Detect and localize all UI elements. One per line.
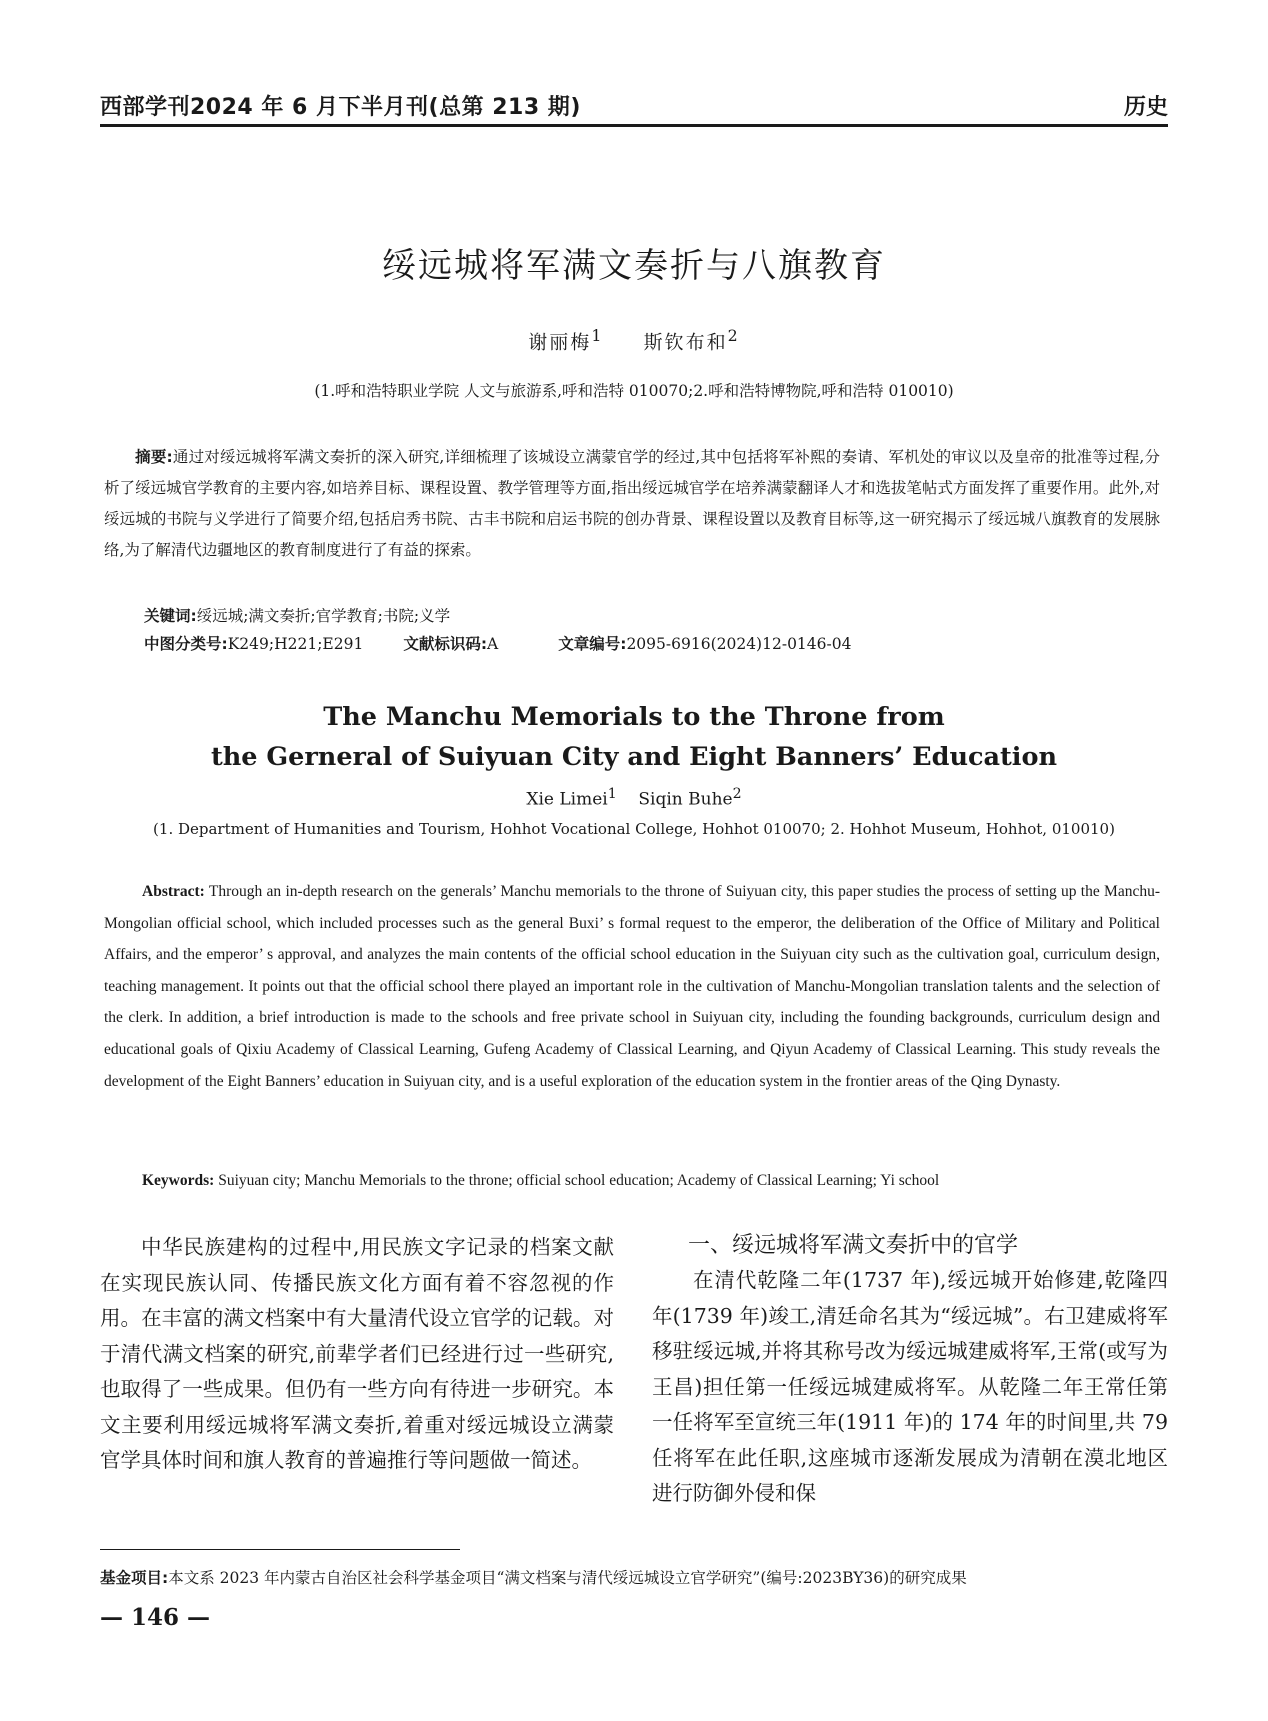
header-rule xyxy=(100,124,1168,127)
section-name: 历史 xyxy=(1123,95,1168,120)
en-author-2: Siqin Buhe xyxy=(638,789,733,810)
cn-author-1-sup: 1 xyxy=(591,326,604,345)
section-1-heading: 一、绥远城将军满文奏折中的官学 xyxy=(688,1233,1019,1258)
intro-paragraph: 中华民族建构的过程中,用民族文字记录的档案文献在实现民族认同、传播民族文化方面有着不容忽视的作用。在丰富的满文档案中有大量清代设立官学的记载。对于清代满文档案的研究,前辈学者们已经进行过一些研究,也取得了一些成果。但仍有一些方向有待进一步研究。本文主要利用绥远城将军满文奏折,着重对绥远城设立满蒙官学具体时间和旗人教育的普遍推行等问题做一简述。 xyxy=(100,1235,614,1472)
en-author-1-sup: 1 xyxy=(607,786,617,802)
journal-issue: 西部学刊2024 年 6 月下半月刊(总第 213 期) xyxy=(100,95,581,120)
article-number-value: 2095-6916(2024)12-0146-04 xyxy=(626,635,852,653)
article-number-label: 文章编号: xyxy=(558,635,627,653)
funding-text: 本文系 2023 年内蒙古自治区社会科学基金项目“满文档案与清代绥远城设立官学研究”(编号:2023BY36)的研究成果 xyxy=(168,1569,967,1587)
section-1-paragraph: 在清代乾隆二年(1737 年),绥远城开始修建,乾隆四年(1739 年)竣工,清廷命名其为“绥远城”。右卫建威将军移驻绥远城,并将其称号改为绥远城建威将军,王常(或写为王昌)担任第一任绥远城建威将军。从乾隆二年王常任第一任将军至宣统三年(1911 年)的 174 年的时间里,共 79 任将军在此任职,这座城市逐渐发展成为清朝在漠北地区进行防御外侵和保 xyxy=(652,1268,1168,1505)
cn-abstract-text: 通过对绥远城将军满文奏折的深入研究,详细梳理了该城设立满蒙官学的经过,其中包括将军补熙的奏请、军机处的审议以及皇帝的批准等过程,分析了绥远城官学教育的主要内容,如培养目标、课程设置、教学管理等方面,指出绥远城官学在培养满蒙翻译人才和选拔笔帖式方面发挥了重要作用。此外,对绥远城的书院与义学进行了简要介绍,包括启秀书院、古丰书院和启运书院的创办背景、课程设置以及教育目标等,这一研究揭示了绥远城八旗教育的发展脉络,为了解清代边疆地区的教育制度进行了有益的探索。 xyxy=(104,448,1160,559)
cn-author-1: 谢丽梅 xyxy=(528,331,592,354)
en-authors xyxy=(100,786,1168,810)
cn-author-2-sup: 2 xyxy=(727,326,740,345)
running-header xyxy=(100,86,1168,120)
cn-abstract-label: 摘要: xyxy=(135,448,173,466)
en-keywords-label: Keywords: xyxy=(142,1172,215,1189)
en-title-line-1: The Manchu Memorials to the Throne from xyxy=(323,702,945,732)
en-author-2-sup: 2 xyxy=(732,786,742,802)
cn-author-2: 斯钦布和 xyxy=(643,331,728,354)
cn-title: 绥远城将军满文奏折与八旗教育 xyxy=(382,246,886,286)
cn-keywords-label: 关键词: xyxy=(144,607,197,625)
page-number: — 146 — xyxy=(100,1604,211,1631)
en-keywords xyxy=(104,1165,1160,1196)
en-title-line-2: the Gerneral of Suiyuan City and Eight Banners’ Education xyxy=(210,742,1058,772)
footnote-rule xyxy=(100,1549,460,1550)
en-abstract xyxy=(104,876,1160,1097)
funding-label: 基金项目: xyxy=(100,1569,169,1587)
doc-code-label: 文献标识码: xyxy=(403,635,488,653)
cn-affiliation: (1.呼和浩特职业学院 人文与旅游系,呼和浩特 010070;2.呼和浩特博物院,呼和浩特 010010) xyxy=(314,382,954,400)
en-abstract-label: Abstract: xyxy=(142,883,205,900)
cn-keywords xyxy=(104,601,1160,632)
en-affiliation: (1. Department of Humanities and Tourism, Hohhot Vocational College, Hohhot 010070; 2. Hohhot Museum, Hohhot, 010010) xyxy=(153,820,1115,838)
clc-value: K249;H221;E291 xyxy=(227,635,364,653)
cn-authors xyxy=(100,326,1168,354)
en-abstract-text: Through an in-depth research on the generals’ Manchu memorials to the throne of Suiyuan city, this paper studies the process of setting up the Manchu-Mongolian official school, which included processes such as the general Buxi’ s formal request to the emperor, the deliberation of the Office of Military and Political Affairs, and the emperor’ s approval, and analyzes the main contents of the official school education in the Suiyuan city such as the cultivation goal, curriculum design, teaching management. It points out that the official school there played an important role in the cultivation of Manchu-Mongolian translation talents and the selection of the clerk. In addition, a brief introduction is made to the schools and free private school in Suiyuan city, including the founding backgrounds, curriculum design and educational goals of Qixiu Academy of Classical Learning, Gufeng Academy of Classical Learning, and Qiyun Academy of Classical Learning. This study reveals the development of the Eight Banners’ education in Suiyuan city, and is a useful exploration of the education system in the frontier areas of the Qing Dynasty. xyxy=(104,883,1160,1090)
cn-keywords-text: 绥远城;满文奏折;官学教育;书院;义学 xyxy=(196,607,451,625)
funding-footnote xyxy=(100,1566,1168,1588)
cn-classification xyxy=(144,632,1160,654)
cn-abstract xyxy=(104,442,1160,566)
doc-code-value: A xyxy=(487,635,499,653)
clc-label: 中图分类号: xyxy=(144,635,228,653)
en-author-1: Xie Limei xyxy=(526,789,608,810)
en-keywords-text: Suiyuan city; Manchu Memorials to the throne; official school education; Academy of Classical Learning; Yi school xyxy=(218,1172,940,1189)
